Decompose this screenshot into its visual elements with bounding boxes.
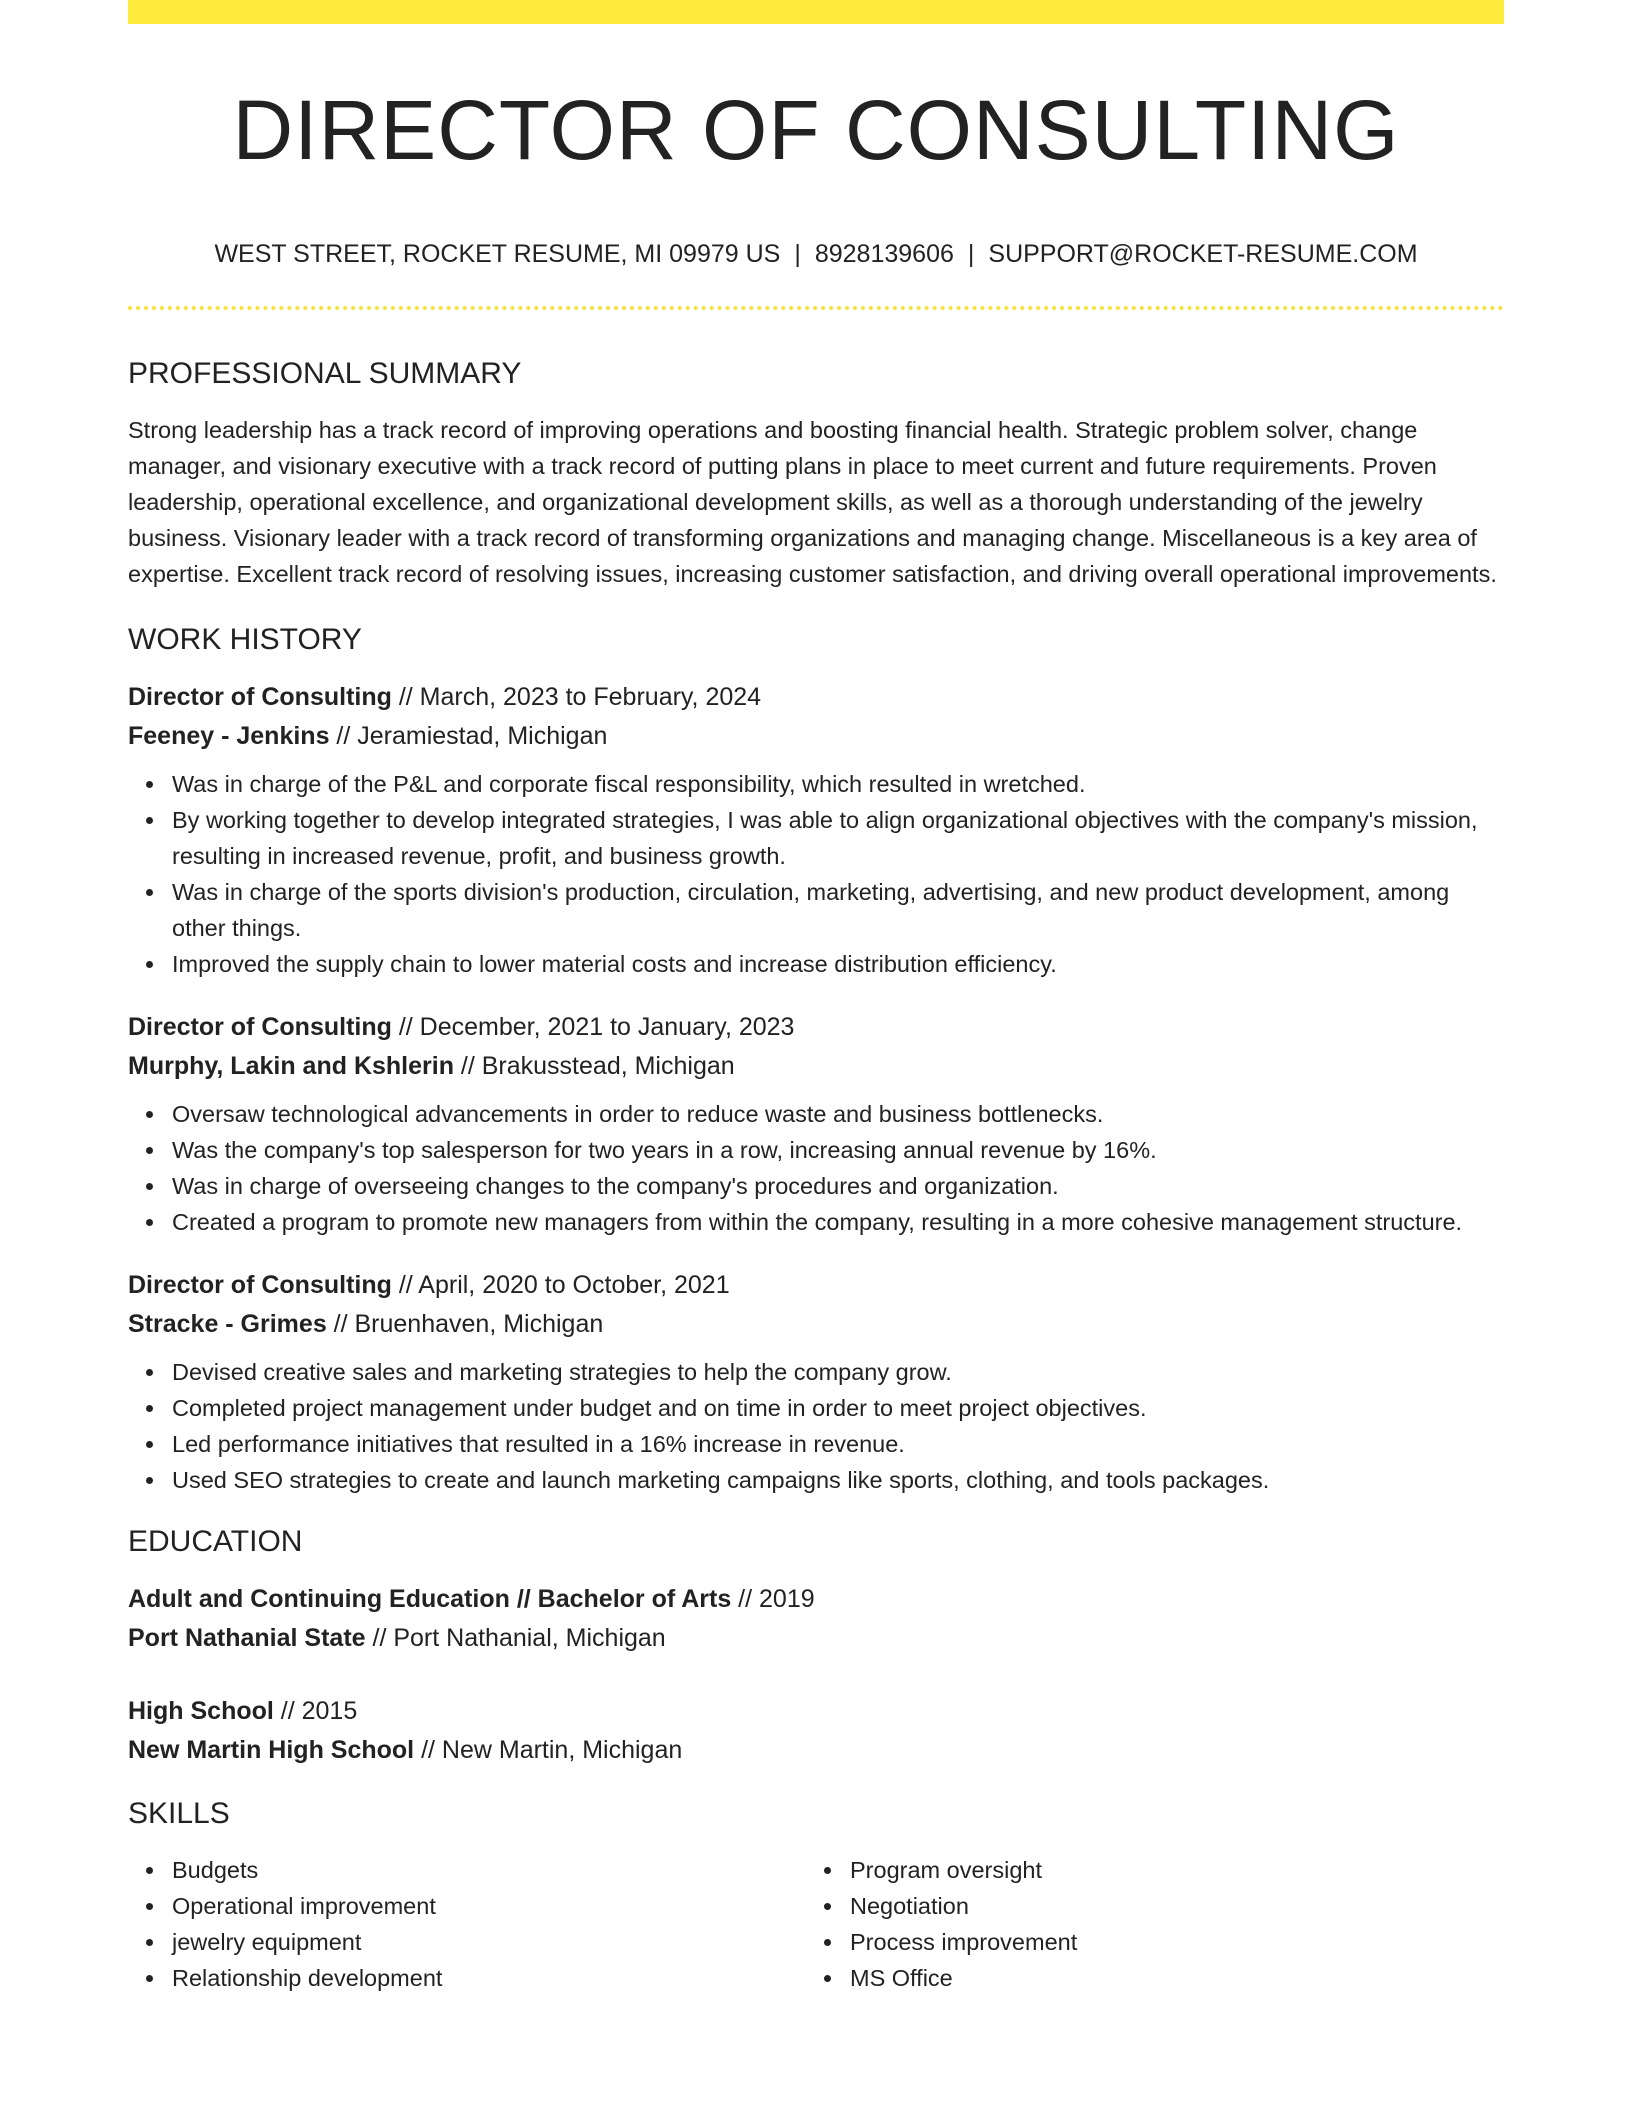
job-company-line bbox=[128, 1047, 1504, 1086]
summary-heading: PROFESSIONAL SUMMARY bbox=[128, 357, 522, 390]
job-role: Director of Consulting bbox=[128, 683, 392, 711]
summary-text: Strong leadership has a track record of improving operations and boosting financial health. Strategic problem solver, change manager, and visionary executive with a track record of putting plans in place to meet current and future requirements. Proven leadership, operational excellence, and organizational development skills, as well as a thorough understanding of the jewelry business. Visionary leader with a track record of transforming organizations and managing change. Miscellaneous is a key area of expertise. Excellent track record of resolving issues, increasing customer satisfaction, and driving overall operational improvements. bbox=[128, 417, 1497, 587]
job-title-line bbox=[128, 1008, 1504, 1047]
bullet-item: Was in charge of the sports division's production, circulation, marketing, advertising, and new product development, among other things. bbox=[172, 874, 1504, 946]
skills-column-left bbox=[128, 1852, 806, 1996]
job-role: Director of Consulting bbox=[128, 1013, 392, 1041]
job-entry bbox=[128, 1266, 1504, 1498]
contact-phone: 8928139606 bbox=[814, 240, 954, 268]
education-location: // New Martin, Michigan bbox=[414, 1736, 683, 1764]
bullet-item: Devised creative sales and marketing strategies to help the company grow. bbox=[172, 1354, 1504, 1390]
job-dates: // December, 2021 to January, 2023 bbox=[391, 1013, 795, 1041]
education-year: // 2019 bbox=[731, 1585, 815, 1613]
skill-item: Relationship development bbox=[172, 1960, 806, 1996]
job-company: Feeney - Jenkins bbox=[128, 722, 330, 750]
education-year: // 2015 bbox=[273, 1697, 358, 1725]
contact-line bbox=[128, 236, 1504, 272]
job-company: Stracke - Grimes bbox=[128, 1310, 327, 1338]
education-location: // Port Nathanial, Michigan bbox=[365, 1624, 666, 1652]
work-history-heading: WORK HISTORY bbox=[128, 623, 362, 656]
skill-item: Negotiation bbox=[850, 1888, 1484, 1924]
job-dates: // April, 2020 to October, 2021 bbox=[391, 1271, 730, 1299]
skills-list bbox=[128, 1852, 806, 1996]
job-entry bbox=[128, 678, 1504, 982]
job-location: // Brakusstead, Michigan bbox=[453, 1052, 735, 1080]
job-entry bbox=[128, 1008, 1504, 1240]
accent-bar bbox=[128, 0, 1504, 24]
contact-email: SUPPORT@ROCKET-RESUME.COM bbox=[988, 240, 1418, 268]
bullet-item: Was in charge of overseeing changes to the company's procedures and organization. bbox=[172, 1168, 1504, 1204]
contact-separator: | bbox=[967, 240, 975, 268]
skills-column-right bbox=[806, 1852, 1484, 1996]
education-school-line bbox=[128, 1619, 1504, 1658]
header-divider bbox=[128, 306, 1504, 310]
job-company-line bbox=[128, 717, 1504, 756]
education-degree: Adult and Continuing Education // Bachelor of Arts bbox=[128, 1585, 732, 1613]
bullet-item: Was in charge of the P&L and corporate fiscal responsibility, which resulted in wretched. bbox=[172, 766, 1504, 802]
job-dates: // March, 2023 to February, 2024 bbox=[391, 683, 762, 711]
bullet-item: By working together to develop integrated strategies, I was able to align organizational objectives with the company's mission, resulting in increased revenue, profit, and business growth. bbox=[172, 802, 1504, 874]
education-degree: High School bbox=[128, 1697, 274, 1725]
job-bullets bbox=[128, 1096, 1504, 1240]
education-entry bbox=[128, 1580, 1504, 1658]
education-degree-line bbox=[128, 1692, 1504, 1731]
bullet-item: Improved the supply chain to lower material costs and increase distribution efficiency. bbox=[172, 946, 1504, 982]
resume-name: DIRECTOR OF CONSULTING bbox=[232, 83, 1400, 177]
skill-item: Process improvement bbox=[850, 1924, 1484, 1960]
skill-item: Budgets bbox=[172, 1852, 806, 1888]
job-company-line bbox=[128, 1305, 1504, 1344]
bullet-item: Oversaw technological advancements in order to reduce waste and business bottlenecks. bbox=[172, 1096, 1504, 1132]
job-location: // Jeramiestad, Michigan bbox=[329, 722, 608, 750]
contact-separator: | bbox=[794, 240, 801, 268]
skills-grid bbox=[128, 1852, 1504, 1996]
job-title-line bbox=[128, 1266, 1504, 1305]
job-company: Murphy, Lakin and Kshlerin bbox=[128, 1052, 454, 1080]
job-bullets bbox=[128, 766, 1504, 982]
skill-item: MS Office bbox=[850, 1960, 1484, 1996]
bullet-item: Used SEO strategies to create and launch marketing campaigns like sports, clothing, and tools packages. bbox=[172, 1462, 1504, 1498]
education-entry bbox=[128, 1692, 1504, 1770]
bullet-item: Created a program to promote new managers from within the company, resulting in a more cohesive management structure. bbox=[172, 1204, 1504, 1240]
bullet-item: Led performance initiatives that resulted in a 16% increase in revenue. bbox=[172, 1426, 1504, 1462]
resume-body bbox=[128, 352, 1504, 1996]
skill-item: jewelry equipment bbox=[172, 1924, 806, 1960]
contact-address: WEST STREET, ROCKET RESUME, MI 09979 US bbox=[214, 240, 781, 268]
job-bullets bbox=[128, 1354, 1504, 1498]
education-degree-line bbox=[128, 1580, 1504, 1619]
bullet-item: Completed project management under budget and on time in order to meet project objectives. bbox=[172, 1390, 1504, 1426]
job-title-line bbox=[128, 678, 1504, 717]
skills-list bbox=[806, 1852, 1484, 1996]
skills-heading: SKILLS bbox=[128, 1797, 230, 1830]
education-school: Port Nathanial State bbox=[128, 1624, 366, 1652]
bullet-item: Was the company's top salesperson for two years in a row, increasing annual revenue by 16%. bbox=[172, 1132, 1504, 1168]
education-school: New Martin High School bbox=[128, 1736, 415, 1764]
education-school-line bbox=[128, 1731, 1504, 1770]
skill-item: Operational improvement bbox=[172, 1888, 806, 1924]
job-role: Director of Consulting bbox=[128, 1271, 392, 1299]
job-location: // Bruenhaven, Michigan bbox=[326, 1310, 604, 1338]
education-heading: EDUCATION bbox=[128, 1525, 303, 1558]
skill-item: Program oversight bbox=[850, 1852, 1484, 1888]
